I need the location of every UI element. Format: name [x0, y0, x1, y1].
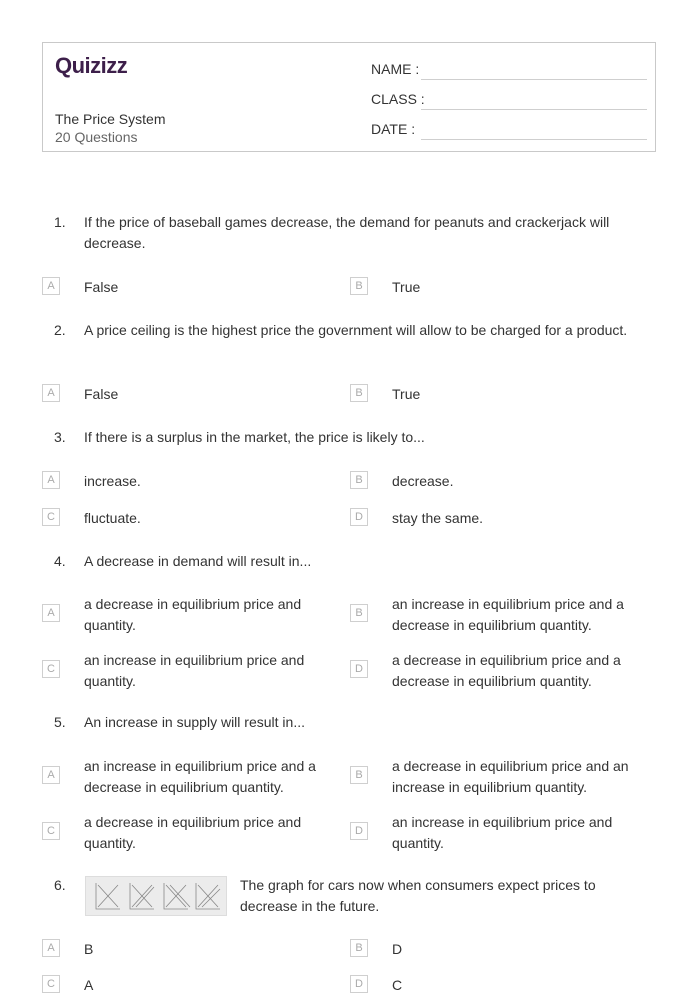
option-text: True: [392, 279, 421, 295]
question-text: A decrease in demand will result in...: [84, 553, 312, 569]
question-number: 6.: [54, 877, 66, 893]
worksheet-title: The Price System: [55, 111, 166, 127]
option-letter: D: [350, 508, 368, 526]
option-letter: C: [42, 508, 60, 526]
option-text: False: [84, 279, 119, 295]
option-letter: C: [42, 660, 60, 678]
option-text: an increase in equilibrium price and quantity.: [392, 814, 613, 851]
option-text: a decrease in equilibrium price and an increase in equilibrium quantity.: [392, 758, 629, 795]
question-number: 2.: [54, 322, 66, 338]
option-letter: A: [42, 766, 60, 784]
question-text: If the price of baseball games decrease, the demand for peanuts and crackerjack will decrease.: [84, 214, 610, 251]
question-number: 4.: [54, 553, 66, 569]
option-letter: B: [350, 939, 368, 957]
option-text: True: [392, 386, 421, 402]
question-text: The graph for cars now when consumers expect prices to decrease in the future.: [240, 877, 596, 914]
quizizz-logo: Quizizz: [55, 53, 128, 78]
option-text: False: [84, 386, 119, 402]
option-letter: A: [42, 277, 60, 295]
question-number: 1.: [54, 214, 66, 230]
name-field[interactable]: [371, 61, 419, 77]
option-text: decrease.: [392, 473, 454, 489]
question-text: If there is a surplus in the market, the price is likely to...: [84, 429, 425, 445]
option-letter: B: [350, 471, 368, 489]
option-letter: A: [42, 471, 60, 489]
option-text: C: [392, 977, 403, 993]
graph-thumbnail: [85, 876, 227, 916]
option-letter: D: [350, 975, 368, 993]
option-text: D: [392, 941, 403, 957]
option-text: an increase in equilibrium price and a decrease in equilibrium quantity.: [84, 758, 316, 795]
option-text: a decrease in equilibrium price and a decrease in equilibrium quantity.: [392, 652, 621, 689]
class-field[interactable]: [371, 91, 425, 107]
question-number: 5.: [54, 714, 66, 730]
option-letter: B: [350, 384, 368, 402]
date-field[interactable]: [371, 121, 415, 137]
option-letter: D: [350, 822, 368, 840]
option-text: B: [84, 941, 94, 957]
date-line: [421, 139, 647, 140]
option-letter: C: [42, 975, 60, 993]
question-text: A price ceiling is the highest price the government will allow to be charged for a product.: [84, 322, 628, 338]
option-letter: D: [350, 660, 368, 678]
option-letter: A: [42, 604, 60, 622]
option-letter: B: [350, 277, 368, 295]
question-count: 20 Questions: [55, 129, 138, 145]
graph-image: [86, 877, 226, 915]
name-line: [421, 79, 647, 80]
option-text: A: [84, 977, 94, 993]
option-letter: B: [350, 766, 368, 784]
option-text: an increase in equilibrium price and quantity.: [84, 652, 305, 689]
worksheet-header: [42, 42, 656, 152]
question-number: 3.: [54, 429, 66, 445]
option-text: fluctuate.: [84, 510, 141, 526]
option-text: an increase in equilibrium price and a decrease in equilibrium quantity.: [392, 596, 624, 633]
question-text: An increase in supply will result in...: [84, 714, 305, 730]
option-text: increase.: [84, 473, 141, 489]
date-label: DATE :: [371, 121, 416, 137]
class-line: [421, 109, 647, 110]
option-letter: C: [42, 822, 60, 840]
option-letter: A: [42, 384, 60, 402]
option-text: stay the same.: [392, 510, 484, 526]
option-letter: A: [42, 939, 60, 957]
name-label: NAME :: [371, 61, 420, 77]
option-text: a decrease in equilibrium price and quantity.: [84, 596, 302, 633]
option-letter: B: [350, 604, 368, 622]
option-text: a decrease in equilibrium price and quantity.: [84, 814, 302, 851]
class-label: CLASS :: [371, 91, 425, 107]
